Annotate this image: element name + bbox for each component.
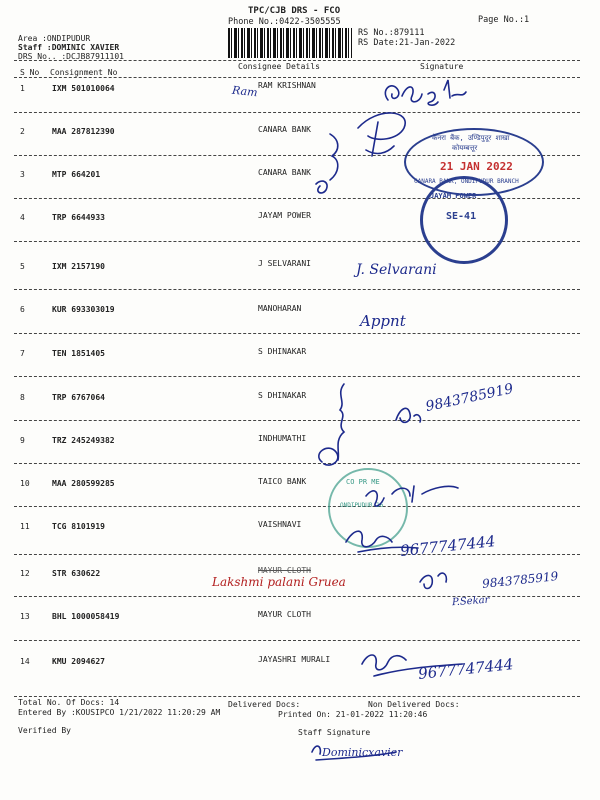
row-3-mark [316, 181, 327, 193]
row-2-consignment: MAA 287812390 [52, 127, 115, 136]
row-14-consignee: JAYASHRI MURALI [258, 655, 331, 664]
row-10-consignee: TAICO BANK [258, 477, 307, 486]
row-9-consignment: TRZ 245249382 [52, 436, 115, 445]
entered-by: Entered By :KOUSIPCO 1/21/2022 11:20:29 AM [18, 708, 221, 717]
round-stamp-mid: SE-41 [446, 211, 477, 222]
row-10-sno: 10 [20, 479, 30, 488]
rows-2-3-bracket [330, 134, 338, 180]
bank-stamp-top: केनरा बैंक, उण्डिपुदूर शाखा [432, 134, 510, 142]
row-8-sno: 8 [20, 393, 25, 402]
non-delivered-docs: Non Delivered Docs: [368, 700, 460, 709]
row-2-sno: 2 [20, 127, 25, 136]
bank-stamp-bottom: CANARA BANK, ONDIPUDUR BRANCH [414, 178, 519, 185]
phone-number: Phone No.:0422-3505555 [228, 17, 341, 27]
row-5-sno: 5 [20, 262, 25, 271]
row-13-signature: P.Sekar [451, 594, 490, 609]
row-8-consignment: TRP 6767064 [52, 393, 105, 402]
col-sno: S No [20, 68, 40, 77]
row-11-consignee: VAISHNAVI [258, 520, 302, 529]
row-1-consignment: IXM 501010064 [52, 84, 115, 93]
row-11-phone: 9677747444 [399, 532, 497, 560]
row-12-initials [420, 573, 446, 588]
row-4-consignee: JAYAM POWER [258, 211, 311, 220]
row-9-sno: 9 [20, 436, 25, 445]
round-stamp-top: JAYAM POWER [430, 192, 477, 200]
bank-stamp-date: 21 JAN 2022 [440, 160, 513, 173]
row-14-signature [362, 655, 462, 676]
row-8-consignee: S DHINAKAR [258, 391, 307, 400]
row-10-consignment: MAA 280599285 [52, 479, 115, 488]
row-6-sno: 6 [20, 305, 25, 314]
row-4-sno: 4 [20, 213, 25, 222]
row-6-signature: Appnt [360, 312, 406, 330]
row-1-sno: 1 [20, 84, 25, 93]
staff-signature-label: Staff Signature [298, 728, 371, 737]
drs-number: DRS No.. :DCJB87911101 [18, 52, 124, 61]
area: Area :ONDIPUDUR [18, 34, 91, 43]
total-docs: Total No. Of Docs: 14 [18, 698, 120, 707]
row-14-consignment: KMU 2094627 [52, 657, 105, 666]
rs-date: RS Date:21-Jan-2022 [358, 38, 456, 48]
row-12-consignment: STR 630622 [52, 569, 101, 578]
drs-title: TPC/CJB DRS - FCO [248, 6, 341, 16]
row-6-consignment: KUR 693303019 [52, 305, 115, 314]
row-6-consignee: MANOHARAN [258, 304, 302, 313]
row-12-red-note: Lakshmi palani Gruea [212, 575, 346, 589]
row-3-consignee: CANARA BANK [258, 168, 311, 177]
co-stamp-top: CO PR ME [346, 478, 380, 486]
row-14-sno: 14 [20, 657, 30, 666]
row-3-consignment: MTP 664201 [52, 170, 101, 179]
row-1-consignee: RAM KRISHNAN [258, 81, 316, 90]
rs-number: RS No.:879111 [358, 28, 425, 38]
row-9-mark [319, 448, 338, 465]
row-5-consignment: IXM 2157190 [52, 262, 105, 271]
row-12-phone: 9843785919 [481, 569, 559, 591]
row-13-consignee: MAYUR CLOTH [258, 610, 311, 619]
row-7-sno: 7 [20, 349, 25, 358]
row-13-consignment: BHL 1000058419 [52, 612, 120, 621]
row-13-sno: 13 [20, 612, 30, 621]
staff-signature: Dominicxavier [322, 746, 403, 759]
delivered-docs: Delivered Docs: [228, 700, 301, 709]
row-2-signature [358, 113, 405, 156]
row-9-consignee: INDHUMATHI [258, 434, 307, 443]
row-7-consignment: TEN 1851405 [52, 349, 105, 358]
row-8-phone: 9843785919 [424, 380, 515, 416]
bank-stamp-mid: कोयम्बत्तूर [452, 144, 478, 152]
row-5-consignee: J SELVARANI [258, 259, 311, 268]
row-10-signature [366, 486, 458, 506]
row-11-sno: 11 [20, 522, 30, 531]
staff-signature-stroke [312, 746, 396, 760]
col-consignee: Consignee Details [238, 62, 320, 71]
row-1-handwritten-note: Ram [231, 83, 259, 100]
row-2-consignee: CANARA BANK [258, 125, 311, 134]
row-11-signature [346, 531, 418, 552]
row-11-consignment: TCG 8101919 [52, 522, 105, 531]
col-signature: Signature [420, 62, 464, 71]
row-3-sno: 3 [20, 170, 25, 179]
staff-name: Staff :DOMINIC XAVIER [18, 43, 120, 52]
printed-on: Printed On: 21-01-2022 11:20:46 [278, 710, 428, 719]
col-consignment: Consignment No [50, 68, 118, 77]
row-5-signature: J. Selvarani [356, 262, 437, 278]
rows-7-8-bracket [338, 384, 344, 460]
co-stamp-mid: ONDIPUDUR-16 [340, 502, 384, 509]
row-8-initials [396, 408, 421, 422]
row-12-consignee: MAYUR CLOTH [258, 566, 311, 575]
row-14-phone: 9677747444 [417, 655, 515, 683]
row-1-signature [385, 80, 466, 105]
row-12-sno: 12 [20, 569, 30, 578]
verified-by: Verified By [18, 726, 71, 735]
page-number: Page No.:1 [478, 15, 530, 25]
row-4-consignment: TRP 6644933 [52, 213, 105, 222]
row-7-consignee: S DHINAKAR [258, 347, 307, 356]
